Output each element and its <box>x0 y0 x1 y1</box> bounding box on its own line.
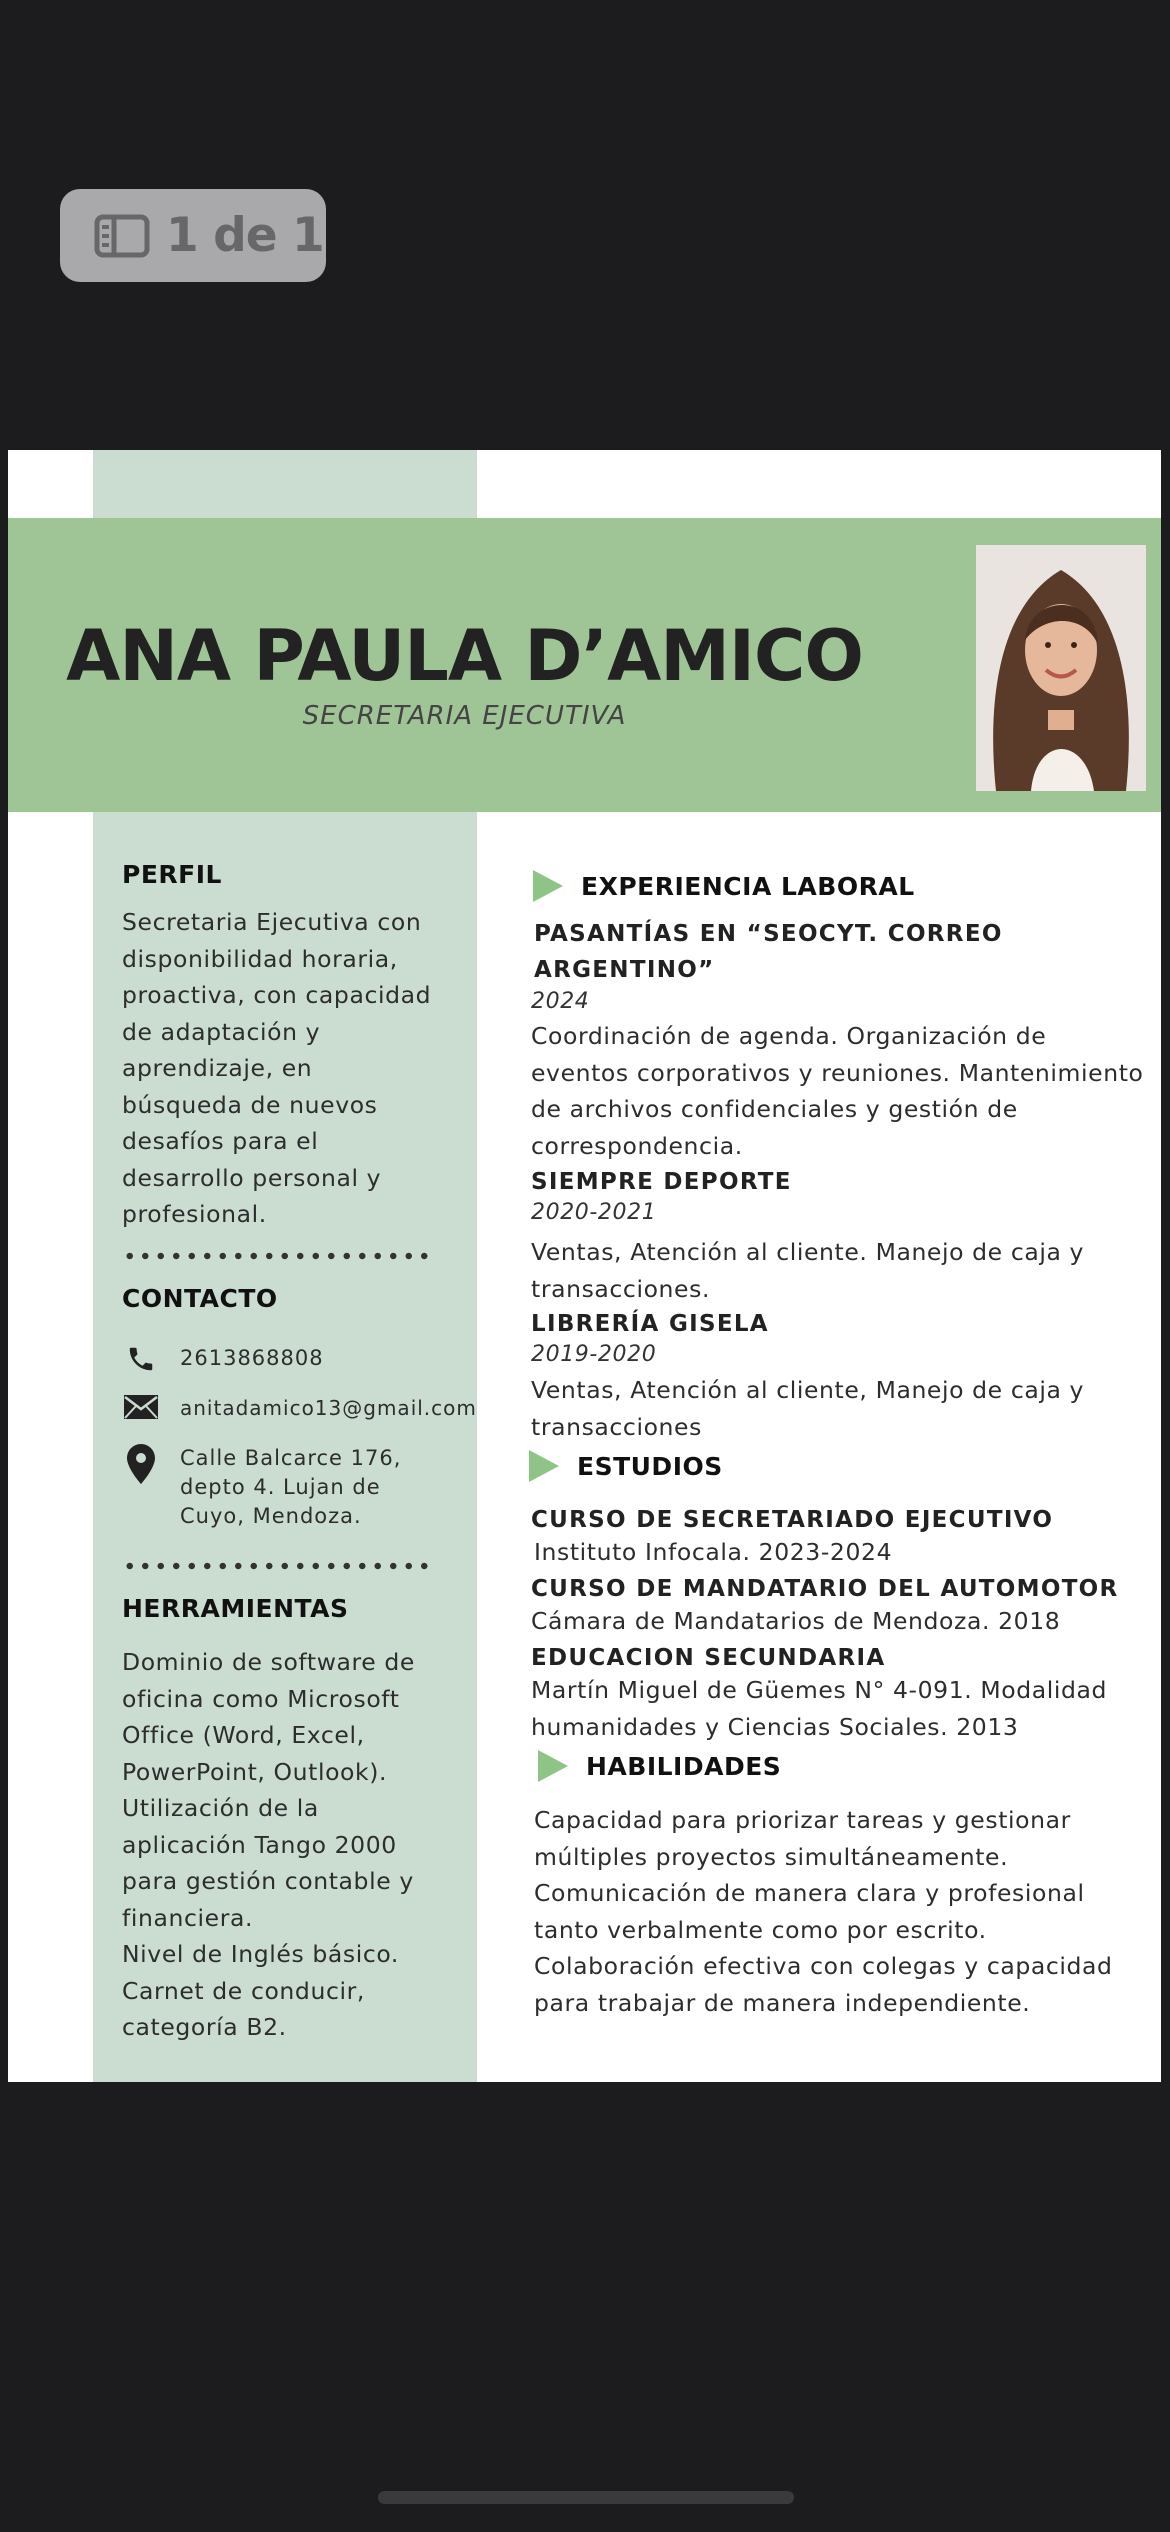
resume-name: ANA PAULA D’AMICO <box>66 615 863 697</box>
herramientas-title: HERRAMIENTAS <box>122 1594 349 1623</box>
habilidades-title: HABILIDADES <box>586 1751 782 1781</box>
estudio-item: CURSO DE MANDATARIO DEL AUTOMOTOR Cámara de Mandatarios de Mendoza. 2018 <box>531 1576 1119 1635</box>
job-date: 2024 <box>531 989 590 1014</box>
page-indicator-badge[interactable] <box>60 189 326 282</box>
job-entry: PASANTÍAS EN “SEOCYT. CORREO ARGENTINO” <box>534 921 1003 983</box>
home-indicator[interactable] <box>378 2491 794 2504</box>
triangle-bullet-icon <box>529 1450 559 1482</box>
contact-phone[interactable] <box>122 1344 324 1374</box>
triangle-bullet-icon <box>533 870 563 902</box>
email-address: anitadamico13@gmail.com <box>180 1396 477 1420</box>
estudio-item: EDUCACION SECUNDARIA Martín Miguel de Güemes N° 4-091. Modalidad humanidades y Ciencias Sociales. 2013 <box>531 1645 1108 1741</box>
triangle-bullet-icon <box>538 1750 568 1782</box>
profile-photo <box>976 545 1146 791</box>
contact-address <box>122 1444 401 1531</box>
sidebar-icon <box>94 214 150 258</box>
job-description: Ventas, Atención al cliente, Manejo de caja y transacciones <box>531 1376 1085 1441</box>
herramientas-text: Dominio de software de oficina como Microsoft Office (Word, Excel, PowerPoint, Outlook). Utilización de la aplicación Tango 2000 para gestión contable y financiera. Nivel de Inglés básico. Carnet de conducir, categoría B2. <box>122 1648 415 2041</box>
job-description: Ventas, Atención al cliente. Manejo de caja y transacciones. <box>531 1238 1085 1303</box>
contacto-title: CONTACTO <box>122 1284 278 1313</box>
address-text: Calle Balcarce 176, depto 4. Lujan de Cuyo, Mendoza. <box>180 1446 402 1528</box>
perfil-title: PERFIL <box>122 860 222 889</box>
page-indicator-text: 1 de 1 <box>166 208 324 263</box>
job-entry: SIEMPRE DEPORTE <box>531 1169 792 1195</box>
habilidades-header <box>538 1750 781 1782</box>
estudio-item: CURSO DE SECRETARIADO EJECUTIVO Instituto Infocala. 2023-2024 <box>531 1507 1054 1566</box>
job-description: Coordinación de agenda. Organización de eventos corporativos y reuniones. Mantenimiento de archivos confidenciales y gestión de correspondencia. <box>531 1022 1144 1160</box>
habilidades-text: Capacidad para priorizar tareas y gestionar múltiples proyectos simultáneamente. Comunicación de manera clara y profesional tanto verbalmente como por escrito. Colaboración efectiva con colegas y capacidad para trabajar de manera independiente. <box>534 1806 1113 2017</box>
estudios-title: ESTUDIOS <box>577 1451 723 1481</box>
location-pin-icon <box>122 1444 160 1484</box>
resume-document[interactable] <box>8 450 1161 2082</box>
resume-role: SECRETARIA EJECUTIVA <box>302 701 627 731</box>
job-date: 2020-2021 <box>531 1200 657 1225</box>
job-entry: LIBRERÍA GISELA <box>531 1311 769 1337</box>
contact-email[interactable] <box>122 1394 477 1423</box>
experiencia-header <box>533 870 915 902</box>
estudios-header <box>529 1450 723 1482</box>
experiencia-title: EXPERIENCIA LABORAL <box>581 871 915 901</box>
section-divider <box>122 1252 432 1260</box>
phone-number: 2613868808 <box>180 1346 324 1370</box>
envelope-icon <box>122 1394 160 1420</box>
phone-icon <box>122 1344 160 1374</box>
job-date: 2019-2020 <box>531 1342 657 1367</box>
section-divider <box>122 1562 432 1570</box>
perfil-text: Secretaria Ejecutiva con disponibilidad horaria, proactiva, con capacidad de adaptación y aprendizaje, en búsqueda de nuevos desafíos para el desarrollo personal y profesional. <box>122 908 432 1228</box>
